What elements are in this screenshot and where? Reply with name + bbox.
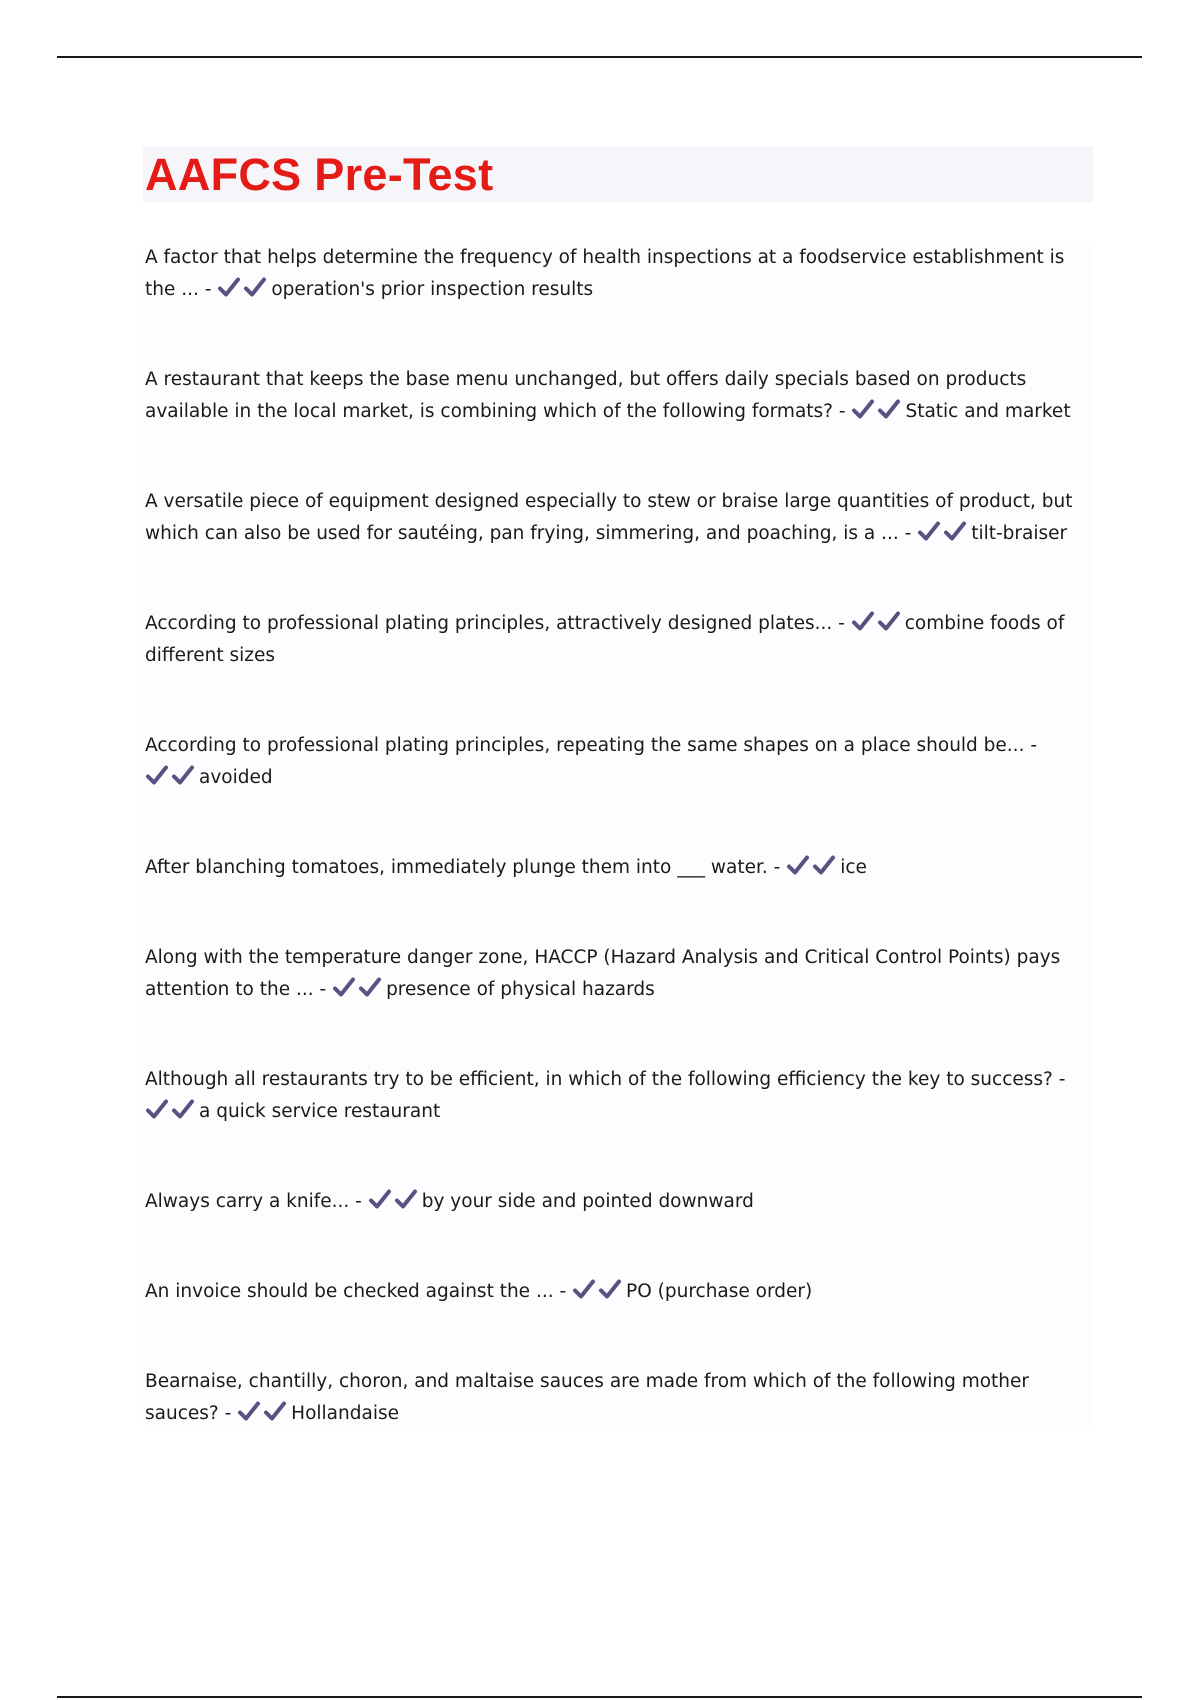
checkmark-icon xyxy=(572,1278,598,1300)
question-text: Along with the temperature danger zone, HACCP (Hazard Analysis and Critical Control Points) pays attention to the ... - xyxy=(145,947,1061,1000)
document-title: AAFCS Pre-Test xyxy=(145,148,494,200)
qa-item xyxy=(145,1064,1085,1128)
answer-text: presence of physical hazards xyxy=(386,979,655,1000)
answer-text: ice xyxy=(840,857,867,878)
double-check-icon xyxy=(145,764,197,786)
question-text: According to professional plating principles, repeating the same shapes on a place should be... - xyxy=(145,735,1038,756)
checkmark-icon xyxy=(851,398,877,420)
answer-text: PO (purchase order) xyxy=(626,1281,813,1302)
double-check-icon xyxy=(786,854,838,876)
answer-text: by your side and pointed downward xyxy=(421,1191,754,1212)
qa-item xyxy=(145,242,1085,306)
double-check-icon xyxy=(851,398,903,420)
answer-text: avoided xyxy=(199,767,273,788)
checkmark-icon xyxy=(237,1400,263,1422)
question-text: Although all restaurants try to be efficient, in which of the following efficiency the key to success? - xyxy=(145,1069,1066,1090)
question-text: A factor that helps determine the frequency of health inspections at a foodservice establishment is the ... - xyxy=(145,247,1065,300)
answer-text: tilt-braiser xyxy=(971,523,1068,544)
qa-item xyxy=(145,852,1085,884)
checkmark-icon xyxy=(145,1098,171,1120)
checkmark-icon xyxy=(598,1278,624,1300)
checkmark-icon xyxy=(394,1188,420,1210)
qa-item xyxy=(145,730,1085,794)
question-text: An invoice should be checked against the ... - xyxy=(145,1281,567,1302)
qa-item xyxy=(145,486,1085,550)
answer-text: Static and market xyxy=(905,401,1071,422)
qa-item xyxy=(145,1366,1085,1430)
checkmark-icon xyxy=(145,764,171,786)
double-check-icon xyxy=(145,1098,197,1120)
question-text: After blanching tomatoes, immediately plunge them into ___ water. - xyxy=(145,857,781,878)
question-text: A versatile piece of equipment designed especially to stew or braise large quantities of product, but which can also be used for sautéing, pan frying, simmering, and poaching, is a ... - xyxy=(145,491,1073,544)
answer-text: combine foods of different sizes xyxy=(145,613,1065,666)
double-check-icon xyxy=(917,520,969,542)
checkmark-icon xyxy=(786,854,812,876)
checkmark-icon xyxy=(812,854,838,876)
double-check-icon xyxy=(851,610,903,632)
double-check-icon xyxy=(368,1188,420,1210)
checkmark-icon xyxy=(171,1098,197,1120)
checkmark-icon xyxy=(263,1400,289,1422)
checkmark-icon xyxy=(332,976,358,998)
checkmark-icon xyxy=(358,976,384,998)
document-body xyxy=(143,146,1093,1488)
answer-text: Hollandaise xyxy=(291,1403,399,1424)
checkmark-icon xyxy=(917,520,943,542)
checkmark-icon xyxy=(171,764,197,786)
checkmark-icon xyxy=(217,276,243,298)
checkmark-icon xyxy=(877,398,903,420)
header-rule xyxy=(57,56,1142,58)
qa-item xyxy=(145,1276,1085,1308)
question-text: Bearnaise, chantilly, choron, and maltaise sauces are made from which of the following mother sauces? - xyxy=(145,1371,1029,1424)
title-banner xyxy=(143,146,1093,202)
double-check-icon xyxy=(572,1278,624,1300)
answer-text: a quick service restaurant xyxy=(199,1101,441,1122)
question-list xyxy=(143,242,1093,1430)
qa-item xyxy=(145,608,1085,672)
question-text: A restaurant that keeps the base menu unchanged, but offers daily specials based on products available in the local market, is combining which of the following formats? - xyxy=(145,369,1027,422)
double-check-icon xyxy=(237,1400,289,1422)
checkmark-icon xyxy=(943,520,969,542)
footer-rule xyxy=(57,1696,1142,1698)
qa-item xyxy=(145,1186,1085,1218)
checkmark-icon xyxy=(368,1188,394,1210)
checkmark-icon xyxy=(877,610,903,632)
answer-text: operation's prior inspection results xyxy=(271,279,594,300)
question-text: Always carry a knife... - xyxy=(145,1191,362,1212)
qa-item xyxy=(145,364,1085,428)
question-text: According to professional plating principles, attractively designed plates... - xyxy=(145,613,845,634)
double-check-icon xyxy=(217,276,269,298)
qa-item xyxy=(145,942,1085,1006)
checkmark-icon xyxy=(851,610,877,632)
double-check-icon xyxy=(332,976,384,998)
checkmark-icon xyxy=(243,276,269,298)
